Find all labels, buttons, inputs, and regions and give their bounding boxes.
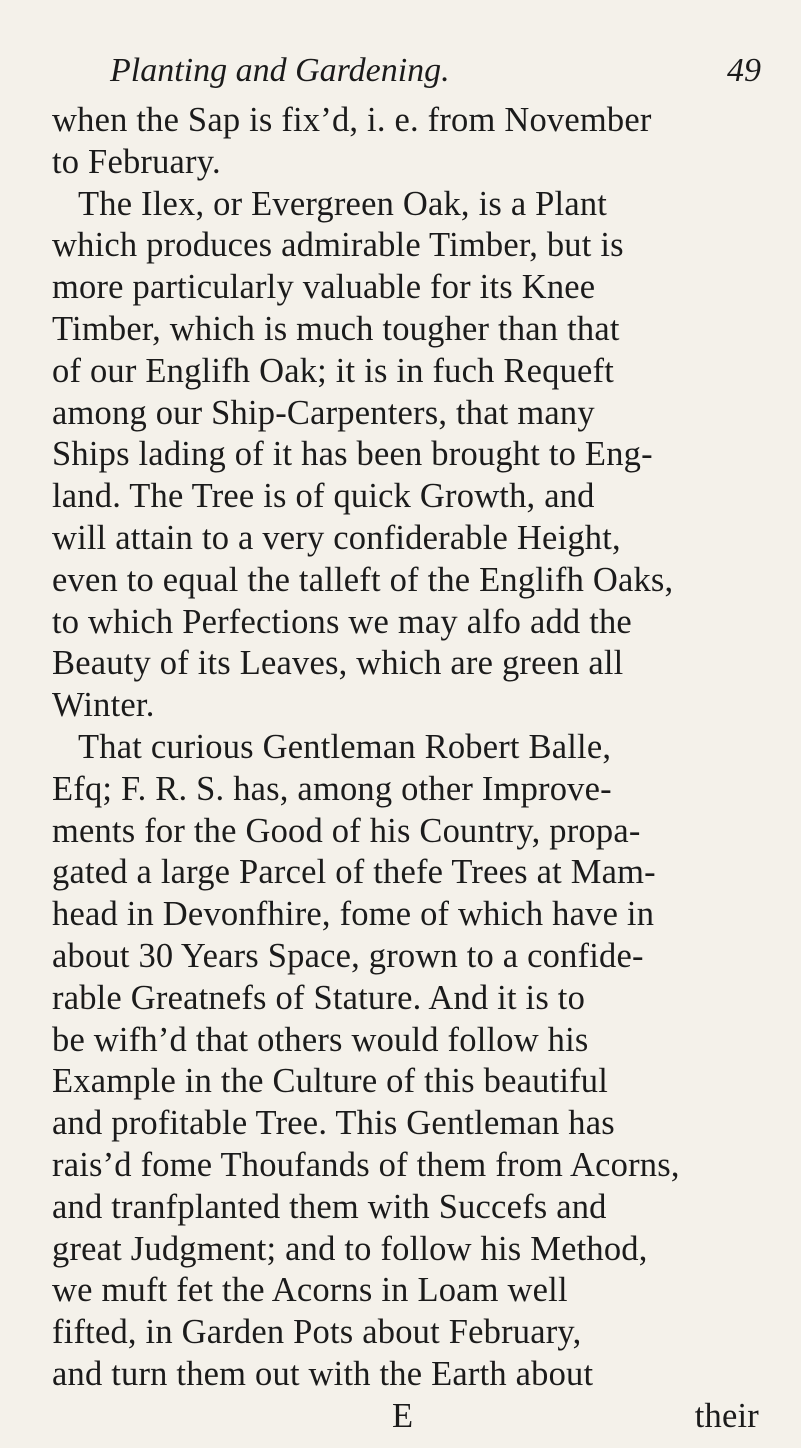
running-head (110, 52, 761, 100)
text-line: of our Englifh Oak; it is in fuch Requeft (52, 351, 615, 390)
body-text (52, 100, 767, 1438)
text-line: Efq; F. R. S. has, among other Improve- (52, 769, 612, 808)
text-line: to February. (52, 142, 221, 181)
text-line: will attain to a very confiderable Height, (52, 518, 621, 557)
text-line: great Judgment; and to follow his Method, (52, 1229, 648, 1268)
text-line: Winter. (52, 686, 155, 725)
text-line: to which Perfections we may alfo add the (52, 602, 632, 641)
text-line: gated a large Parcel of thefe Trees at Mam- (52, 853, 656, 892)
text-line: ments for the Good of his Country, propa- (52, 811, 641, 850)
text-line: Example in the Culture of this beautiful (52, 1062, 609, 1101)
text-line: Beauty of its Leaves, which are green all (52, 644, 624, 683)
text-line: which produces admirable Timber, but is (52, 226, 624, 265)
text-line: fifted, in Garden Pots about February, (52, 1313, 582, 1352)
page-footer (52, 1396, 767, 1438)
text-line: more particularly valuable for its Knee (52, 268, 596, 307)
text-line: be wifh’d that others would follow his (52, 1020, 589, 1059)
text-line: about 30 Years Space, grown to a confide- (52, 936, 644, 975)
signature-mark: E (392, 1396, 414, 1435)
text-line: we muft fet the Acorns in Loam well (52, 1271, 568, 1310)
catchword: their (694, 1396, 759, 1435)
text-line: and tranfplanted them with Succefs and (52, 1187, 607, 1226)
text-line: even to equal the talleft of the Englifh Oaks, (52, 560, 674, 599)
paragraph-start-line: That curious Gentleman Robert Balle, (78, 727, 612, 766)
text-line: Ships lading of it has been brought to Eng- (52, 435, 653, 474)
text-line: Timber, which is much tougher than that (52, 309, 620, 348)
running-head-title: Planting and Gardening. (110, 52, 450, 89)
text-line: land. The Tree is of quick Growth, and (52, 477, 595, 516)
text-line: when the Sap is fix’d, i. e. from November (52, 101, 652, 139)
text-line: rais’d fome Thoufands of them from Acorns, (52, 1145, 680, 1184)
text-line: and turn them out with the Earth about (52, 1354, 594, 1393)
page-number: 49 (727, 52, 761, 89)
paragraph-start-line: The Ilex, or Evergreen Oak, is a Plant (78, 184, 608, 223)
text-line: rable Greatnefs of Stature. And it is to (52, 978, 586, 1017)
text-line: among our Ship-Carpenters, that many (52, 393, 595, 432)
text-line: and profitable Tree. This Gentleman has (52, 1104, 615, 1143)
text-line: head in Devonfhire, fome of which have in (52, 895, 655, 934)
